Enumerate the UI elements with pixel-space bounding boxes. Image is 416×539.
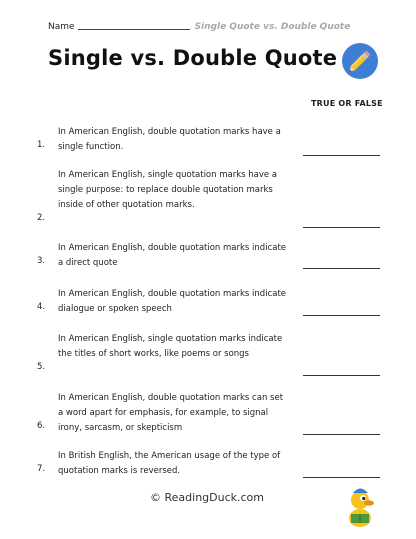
answer-line[interactable] [303, 227, 380, 228]
question-text: In American English, double quotation marks have a single function. [58, 127, 281, 152]
answer-line[interactable] [303, 155, 380, 156]
footer-copyright: © ReadingDuck.com [150, 491, 264, 504]
question-number: 7. [37, 464, 46, 474]
answer-line[interactable] [303, 375, 380, 376]
question-number: 5. [37, 362, 46, 372]
true-false-header: TRUE OR FALSE [311, 99, 383, 108]
pencil-icon [342, 43, 378, 79]
question-number: 4. [37, 302, 46, 312]
question-number: 6. [37, 421, 46, 431]
answer-line[interactable] [303, 477, 380, 478]
name-line [48, 22, 350, 32]
question-number: 1. [37, 140, 46, 150]
answer-line[interactable] [303, 434, 380, 435]
question-text: In British English, the American usage of the type of quotation marks is reversed. [58, 451, 281, 476]
page-title: Single vs. Double Quote [48, 46, 338, 70]
question-text: In American English, single quotation marks have a single purpose: to replace double quotation marks inside of other quotation marks. [58, 170, 278, 210]
worksheet-subtitle: Single Quote vs. Double Quote [194, 22, 351, 32]
name-blank [78, 29, 190, 30]
readingduck-logo [347, 484, 403, 532]
answer-line[interactable] [303, 268, 380, 269]
question-number: 3. [37, 256, 46, 266]
question-text: In American English, single quotation marks indicate the titles of short works, like poems or songs [58, 334, 283, 359]
answer-line[interactable] [303, 315, 380, 316]
question-text: In American English, double quotation marks indicate dialogue or spoken speech [58, 289, 287, 314]
question-number: 2. [37, 213, 46, 223]
question-text: In American English, double quotation marks can set a word apart for emphasis, for example, to signal irony, sarcasm, or skepticism [58, 393, 284, 433]
question-text: In American English, double quotation marks indicate a direct quote [58, 243, 287, 268]
name-label: Name [48, 22, 75, 32]
